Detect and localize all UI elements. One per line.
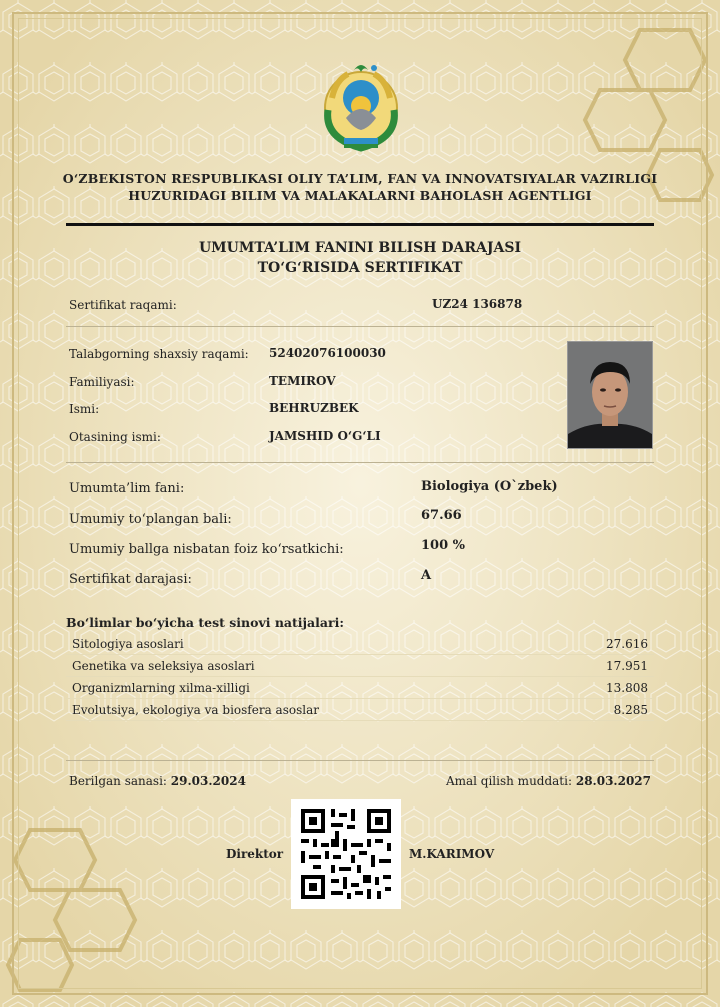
qr-code-icon[interactable] [291,799,401,909]
personal-id-label: Talabgorning shaxsiy raqami: [69,347,249,361]
level-value: A [421,568,432,583]
sections-table [66,633,654,721]
divider [66,326,654,327]
personal-id-value: 52402076100030 [269,346,386,360]
certificate-title-line-1: UMUMTA’LIM FANINI BILISH DARAJASI [198,240,522,256]
issued-date [69,774,246,788]
issued-date-value: 29.03.2024 [170,774,246,788]
percent-label: Umumiy ballga nisbatan foiz ko‘rsatkichi: [69,542,344,557]
name-value: BEHRUZBEK [269,401,359,415]
patronymic-label: Otasining ismi: [69,430,161,444]
section-score: 17.951 [606,659,648,673]
sections-heading: Bo‘limlar bo‘yicha test sinovi natijalari: [66,615,344,630]
section-score: 27.616 [606,637,648,651]
section-score: 13.808 [606,681,648,695]
patronymic-value: JAMSHID O‘G‘LI [269,429,381,443]
issued-date-label: Berilgan sanasi: [69,774,167,788]
table-row [66,633,654,655]
level-label: Sertifikat darajasi: [69,572,192,587]
table-row [66,699,654,721]
name-label: Ismi: [69,402,100,416]
valid-until-date [446,774,651,788]
table-row [66,655,654,677]
total-score-label: Umumiy to‘plangan bali: [69,512,232,527]
applicant-photo [567,341,653,449]
percent-value: 100 % [421,538,466,553]
section-score: 8.285 [613,703,648,717]
agency-line-2: HUZURIDAGI BILIM VA MALAKALARNI BAHOLASH AGENTLIGI [128,188,592,203]
certificate-title-line-2: TO‘G‘RISIDA SERTIFIKAT [257,260,463,276]
surname-label: Familiyasi: [69,375,135,389]
agency-line-1: O‘ZBEKISTON RESPUBLIKASI OLIY TA’LIM, FAN VA INNOVATSIYALAR VAZIRLIGI [62,171,658,186]
director-label: Direktor [226,847,284,861]
director-name: M.KARIMOV [409,847,495,861]
section-name: Evolutsiya, ekologiya va biosfera asoslar [72,703,319,717]
valid-until-value: 28.03.2027 [575,774,651,788]
subject-value: Biologiya (O`zbek) [421,479,558,494]
surname-value: TEMIROV [269,374,336,388]
section-name: Genetika va seleksiya asoslari [72,659,255,673]
subject-label: Umumta’lim fani: [69,481,185,496]
certificate-number-label: Sertifikat raqami: [69,298,177,312]
section-name: Sitologiya asoslari [72,637,184,651]
divider [66,760,654,761]
total-score-value: 67.66 [421,508,462,523]
header-divider [66,223,654,226]
state-emblem-icon [314,58,408,152]
table-row [66,677,654,699]
section-name: Organizmlarning xilma-xilligi [72,681,250,695]
divider [66,462,654,463]
certificate-number-value: UZ24 136878 [432,297,523,311]
valid-until-label: Amal qilish muddati: [445,774,573,788]
